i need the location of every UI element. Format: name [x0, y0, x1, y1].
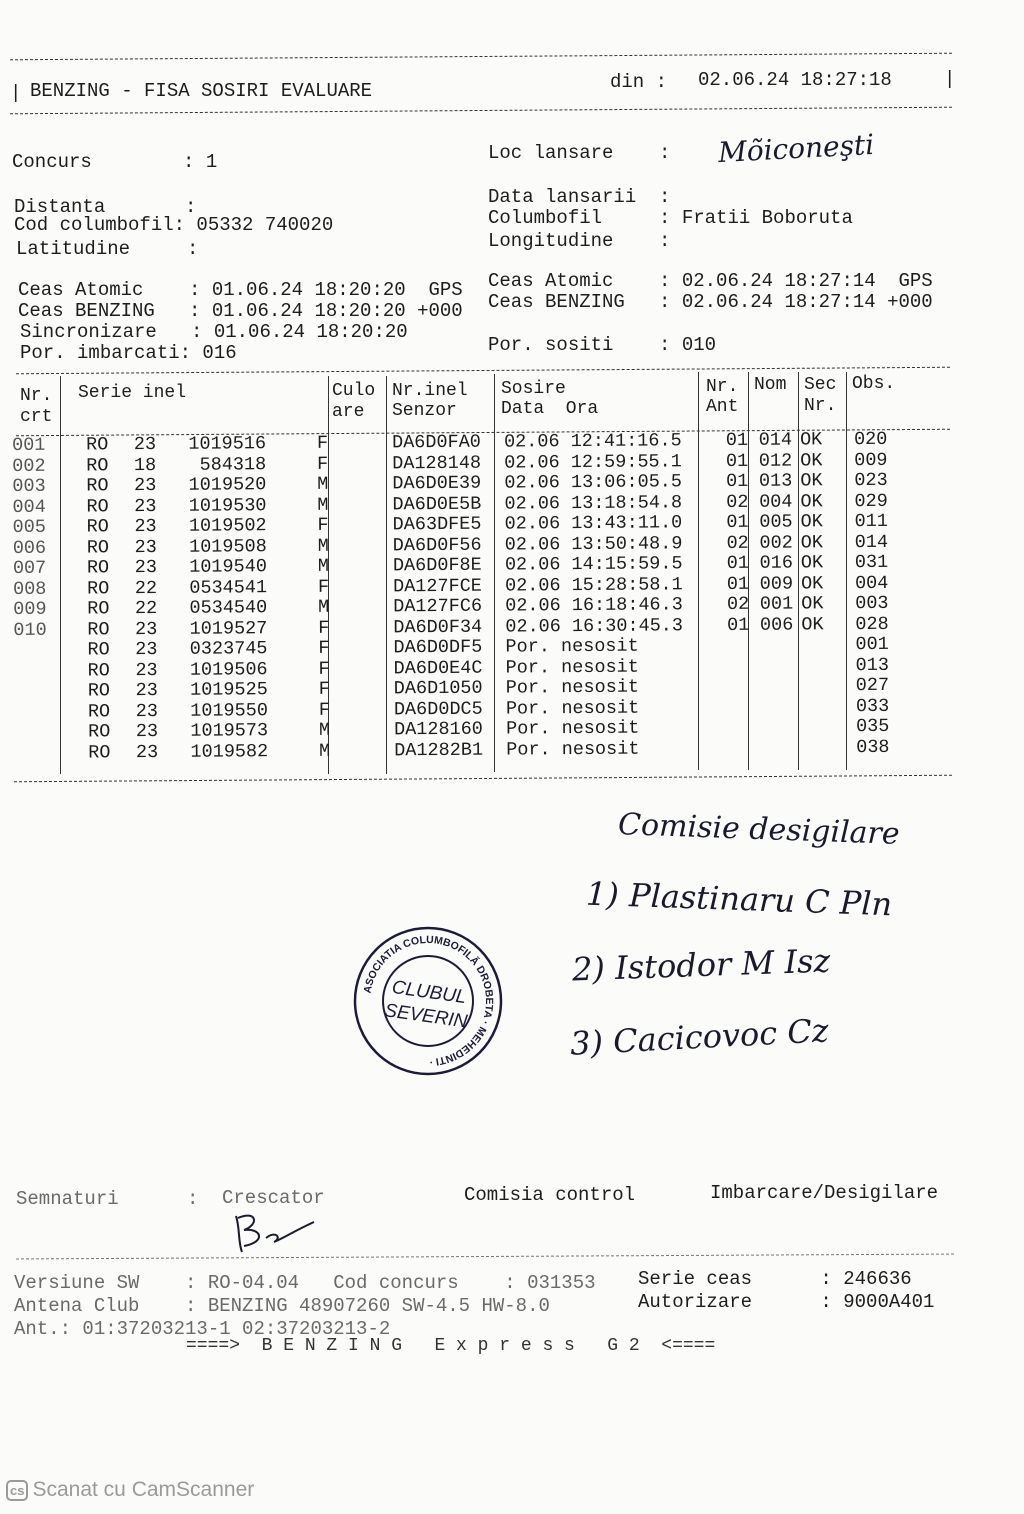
cell-nom [750, 738, 794, 759]
footer-express: ====> B E N Z I N G E x p r e s s G 2 <==== [186, 1336, 716, 1356]
cell-year: 23 [135, 720, 159, 743]
cell-sensor: DA1282B1 [394, 739, 484, 761]
cell-ring: 0534541 [189, 576, 268, 599]
cell-nr: 001 [11, 434, 46, 456]
cell-year: 23 [134, 474, 157, 497]
cell-obs: 029 [854, 490, 888, 512]
cell-ring: 1019550 [190, 699, 268, 722]
cell-obs: 031 [854, 551, 889, 574]
cell-sensor: DA6D0F8E [392, 554, 482, 577]
crescator-signature [226, 1208, 326, 1258]
cell-sec [794, 738, 848, 759]
cell-sec: OK [799, 429, 823, 451]
cell-nr [14, 682, 66, 703]
cell-ring: 1019530 [188, 494, 267, 517]
commission-member-2: 2) Istodor M Isz [571, 941, 831, 989]
header-top-rule [10, 53, 952, 61]
cell-sex: M [318, 719, 331, 741]
cell-nr: 004 [12, 496, 46, 518]
cell-ring: 1019502 [188, 515, 267, 537]
cell-ant [708, 697, 750, 718]
cell-sec: OK [801, 593, 824, 615]
cell-sensor: DA6D1050 [393, 677, 483, 700]
cell-sex: F [318, 637, 330, 659]
cell-nom: 004 [759, 491, 793, 513]
cell-country: RO [87, 598, 110, 620]
cell-ant [707, 636, 749, 657]
cell-ant: 01 [725, 450, 749, 472]
cell-year: 23 [135, 741, 159, 763]
cell-ant: 01 [726, 470, 749, 493]
table-bottom-rule [14, 775, 952, 783]
cell-sec: OK [800, 531, 824, 553]
cell-arrival: 02.06 12:59:55.1 [504, 450, 682, 474]
cell-color [328, 433, 380, 454]
cell-sensor: DA6D0FA0 [391, 431, 481, 454]
distanta-field: Distanta : [14, 196, 197, 218]
cell-ant: 01 [725, 429, 749, 452]
cell-year: 23 [135, 700, 158, 722]
th-nr-ant-1: Nr. [706, 377, 739, 397]
cell-ring: 1019508 [188, 535, 267, 558]
cell-color [329, 536, 381, 557]
cell-arrival: 02.06 14:15:59.5 [504, 553, 683, 576]
cell-ant: 02 [726, 532, 749, 554]
cell-obs: 028 [855, 613, 889, 635]
cell-ring: 1019516 [188, 433, 267, 455]
cell-color [328, 495, 380, 516]
th-sosire-2: Data Ora [501, 399, 599, 419]
cell-year: 23 [135, 679, 158, 702]
cell-obs: 035 [855, 715, 890, 738]
loc-lansare-handwritten: Mõiconeşti [717, 127, 875, 170]
cell-sec [794, 697, 848, 718]
cell-obs: 001 [855, 633, 889, 656]
cell-year: 23 [134, 536, 157, 558]
cell-color [330, 679, 382, 700]
footer-ant: Ant.: 01:37203213-1 02:37203213-2 [14, 1318, 391, 1340]
cell-color [329, 556, 381, 577]
cell-color [329, 597, 381, 618]
cell-nom: 002 [759, 532, 793, 554]
cell-sec [793, 635, 847, 656]
cell-country: RO [87, 680, 111, 702]
stamp-line-2: SEVERIN [383, 1000, 469, 1033]
cell-color [330, 700, 382, 721]
th-sosire-1: Sosire [501, 379, 566, 399]
th-nr-crt-1: Nr. [20, 386, 53, 406]
cell-arrival: 02.06 13:18:54.8 [504, 491, 683, 515]
cell-sec: OK [800, 490, 823, 512]
header-bottom-rule [10, 107, 952, 115]
cell-country: RO [87, 721, 111, 743]
cell-year: 23 [133, 433, 157, 456]
cell-sec: OK [800, 449, 823, 471]
cell-color [329, 577, 381, 598]
cell-sensor: DA6D0F34 [393, 616, 483, 638]
cell-arrival: 02.06 16:18:46.3 [505, 594, 683, 617]
cell-nr [14, 661, 66, 682]
cell-sex: F [316, 432, 329, 454]
signature-crescator-label: Crescator [222, 1187, 325, 1209]
cell-ring: 1019527 [189, 617, 268, 640]
cell-ring: 1019573 [190, 720, 269, 742]
cell-ring: 1019582 [190, 740, 269, 763]
cell-ant [708, 677, 750, 698]
cell-nr: 005 [12, 516, 47, 538]
th-sec-1: Sec [804, 375, 837, 395]
camscanner-text: Scanat cu CamScanner [32, 1478, 255, 1501]
cell-sensor: DA6D0E4C [393, 657, 483, 679]
cell-year: 23 [135, 638, 158, 661]
cell-sex: F [318, 617, 330, 639]
cell-country: RO [86, 577, 110, 599]
cell-country: RO [86, 454, 109, 476]
cell-nom: 006 [759, 614, 794, 636]
cell-country: RO [86, 475, 109, 497]
cell-ant [708, 656, 750, 677]
footer-antena: Antena Club : BENZING 48907260 SW-4.5 HW-8.0 [14, 1295, 550, 1317]
footer-autorizare: Autorizare : 9000A401 [638, 1291, 935, 1313]
cell-sex: F [317, 514, 329, 536]
cell-country: RO [86, 557, 110, 579]
loc-lansare-field: Loc lansare : [488, 142, 671, 164]
cell-sex: F [318, 678, 330, 700]
cell-nr: 008 [12, 578, 47, 600]
cell-year: 22 [134, 577, 158, 599]
cell-ant: 02 [726, 491, 749, 513]
cell-ring: 1019520 [188, 474, 267, 496]
camscanner-logo-icon: cs [6, 1480, 28, 1501]
cell-obs: 038 [856, 736, 890, 758]
cell-arrival: 02.06 15:28:58.1 [504, 573, 683, 597]
cell-sec [794, 676, 848, 697]
cell-year: 23 [135, 618, 158, 640]
footer-serie-ceas: Serie ceas : 246636 [638, 1268, 912, 1290]
th-nom: Nom [754, 375, 787, 395]
commission-member-1: 1) Plastinaru C Pln [585, 874, 893, 924]
stamp-line-1: CLUBUL [390, 976, 468, 1009]
cell-obs: 033 [855, 695, 890, 717]
cell-nr: 003 [12, 475, 46, 497]
cell-obs: 004 [854, 572, 889, 594]
cell-nr: 009 [13, 598, 47, 620]
footer-rule [16, 1254, 954, 1260]
signature-imbarcare-label: Imbarcare/Desigilare [710, 1182, 939, 1204]
cell-obs: 013 [855, 654, 890, 676]
ceas-atomic-end: Ceas Atomic : 02.06.24 18:27:14 GPS [488, 270, 933, 292]
cell-year: 22 [134, 597, 158, 620]
cell-nr: 007 [12, 557, 47, 579]
cell-nom: 016 [759, 552, 793, 574]
cell-nom: 001 [759, 593, 794, 615]
cell-year: 23 [134, 495, 157, 517]
th-nr-inel-1: Nr.inel [392, 381, 468, 401]
th-culoare-1: Culo [332, 381, 376, 401]
footer-versiune: Versiune SW : RO-04.04 Cod concurs : 031353 [14, 1272, 596, 1294]
commission-member-3: 3) Cacicovoc Cz [569, 1011, 830, 1063]
signatures-label: Semnaturi : [16, 1188, 199, 1210]
cell-country: RO [86, 495, 109, 517]
th-nr-ant-2: Ant [706, 397, 739, 417]
por-imbarcati-field: Por. imbarcati: 016 [20, 342, 237, 364]
cell-color [330, 659, 382, 680]
camscanner-watermark [6, 1478, 254, 1502]
cell-nom [750, 656, 794, 677]
cell-sex: M [319, 740, 331, 762]
cell-arrival: Por. nesosit [505, 717, 640, 740]
cell-sec: OK [801, 613, 824, 635]
cell-ring: 1019525 [189, 679, 268, 701]
cell-nr [14, 702, 66, 723]
club-stamp [352, 925, 504, 1077]
th-obs: Obs. [852, 374, 896, 394]
cell-obs: 011 [854, 510, 889, 533]
cell-country: RO [87, 618, 110, 640]
cell-sec [794, 717, 848, 738]
cell-ring: 0323745 [189, 638, 268, 660]
table-row [14, 737, 916, 764]
cell-arrival: 02.06 13:06:05.5 [504, 471, 683, 494]
ceas-benzing-end: Ceas BENZING : 02.06.24 18:27:14 +000 [488, 291, 933, 313]
cell-sensor: DA127FC6 [393, 595, 483, 618]
table-top-rule [16, 367, 950, 375]
cell-nr [14, 743, 66, 764]
arrivals-table [12, 430, 916, 764]
cell-sec: OK [800, 470, 823, 492]
th-nr-inel-2: Senzor [392, 401, 457, 421]
cell-year: 23 [135, 659, 158, 681]
cell-sex: M [318, 596, 330, 618]
por-sositi-field: Por. sositi : 010 [488, 334, 717, 356]
cell-sensor: DA6D0DC5 [393, 698, 483, 720]
columbofil-field: Columbofil : Fratii Boboruta [488, 207, 853, 229]
cell-obs: 003 [855, 592, 889, 615]
cell-color [329, 515, 381, 536]
cell-color [328, 454, 380, 475]
cell-ant [708, 738, 750, 759]
cell-ant [708, 718, 750, 739]
cell-color [330, 720, 382, 741]
th-nr-crt-2: crt [20, 407, 53, 427]
cell-sex: F [318, 699, 330, 721]
cell-nom: 005 [759, 511, 793, 533]
cell-nr: 002 [12, 455, 46, 477]
cell-country: RO [87, 639, 110, 661]
cell-color [329, 618, 381, 639]
cell-obs: 014 [854, 531, 889, 553]
cell-ring: 1019506 [189, 658, 268, 681]
cell-sensor: DA128148 [392, 452, 482, 474]
sincronizare-field: Sincronizare : 01.06.24 18:20:20 [20, 321, 408, 343]
cell-nom: 012 [758, 450, 793, 472]
cell-sex: F [318, 658, 330, 680]
cell-sex: M [317, 494, 329, 516]
cell-ring: 1019540 [189, 556, 267, 578]
data-lansarii-field: Data lansarii : [488, 186, 671, 208]
cell-arrival: Por. nesosit [506, 738, 640, 761]
cell-arrival: 02.06 16:30:45.3 [505, 614, 684, 638]
cell-nr [13, 641, 65, 662]
cell-nom: 014 [758, 429, 793, 451]
header-title: BENZING - FISA SOSIRI EVALUARE [30, 80, 373, 102]
cell-ant: 02 [726, 593, 750, 616]
cell-ant: 01 [726, 511, 749, 534]
cell-sex: F [317, 453, 329, 475]
cell-arrival: 02.06 12:41:16.5 [503, 430, 682, 453]
cell-sec [794, 656, 848, 677]
cell-sensor: DA6D0E5B [392, 493, 482, 515]
cell-year: 23 [134, 515, 157, 538]
th-culoare-2: are [332, 402, 365, 422]
cell-nom [750, 718, 794, 739]
latitudine-field: Latitudine : [16, 238, 199, 260]
cell-sensor: DA128160 [393, 718, 483, 741]
cell-sec: OK [800, 572, 824, 594]
cell-color [330, 741, 382, 762]
cell-nom [750, 677, 794, 698]
cell-year: 23 [134, 556, 157, 579]
cell-country: RO [88, 741, 111, 763]
cell-arrival: Por. nesosit [505, 635, 639, 658]
cell-nom: 013 [758, 470, 793, 492]
cod-columbofil-field: Cod columbofil: 05332 740020 [14, 214, 334, 236]
signature-comisia-label: Comisia control [464, 1184, 636, 1206]
cell-country: RO [86, 536, 110, 558]
cell-country: RO [85, 434, 109, 456]
cell-sex: M [317, 535, 329, 557]
cell-sensor: DA6D0DF5 [393, 636, 483, 659]
commission-title: Comisie desigilare [617, 807, 901, 852]
cell-ant: 01 [727, 614, 750, 636]
th-sec-2: Nr. [804, 396, 837, 416]
cell-obs: 020 [853, 428, 888, 451]
cell-sensor: DA127FCE [392, 575, 482, 597]
cell-country: RO [87, 700, 111, 722]
cell-ant: 01 [726, 552, 749, 575]
concurs-field: Concurs : 1 [12, 151, 218, 173]
cell-sensor: DA6D0F56 [392, 534, 482, 556]
cell-sex: M [317, 555, 329, 577]
longitudine-field: Longitudine : [488, 230, 671, 252]
header-date: 02.06.24 18:27:18 [698, 69, 892, 91]
cell-country: RO [87, 659, 110, 681]
cell-sec: OK [800, 511, 823, 533]
header-din-label: din : [610, 71, 668, 93]
cell-obs: 027 [855, 674, 890, 697]
cell-ring: 584318 [199, 453, 267, 476]
stamp-ring-text: ASOCIATIA COLUMBOFILĂ DROBETA · MEHEDINTI · [361, 933, 496, 1069]
cell-obs: 009 [854, 449, 888, 471]
cell-color [329, 638, 381, 659]
cell-nom [750, 697, 794, 718]
cell-arrival: 02.06 13:50:48.9 [504, 532, 683, 556]
cell-nom [749, 636, 793, 657]
ceas-benzing-start: Ceas BENZING : 01.06.24 18:20:20 +000 [18, 300, 463, 322]
cell-year: 18 [133, 454, 157, 476]
header-left-bar: | [10, 82, 22, 104]
cell-nr [14, 723, 66, 744]
cell-ring: 0534540 [189, 597, 268, 619]
cell-nr: 010 [13, 619, 47, 641]
cell-arrival: Por. nesosit [505, 676, 640, 699]
cell-obs: 023 [854, 469, 888, 492]
cell-sensor: DA63DFE5 [392, 513, 482, 536]
th-serie-inel: Serie inel [78, 383, 187, 403]
cell-ant: 01 [726, 573, 750, 595]
cell-sex: M [317, 473, 329, 495]
cell-sec: OK [800, 552, 824, 574]
cell-nom: 009 [759, 573, 794, 595]
cell-arrival: Por. nesosit [505, 656, 639, 679]
ceas-atomic-start: Ceas Atomic : 01.06.24 18:20:20 GPS [18, 279, 463, 301]
cell-arrival: 02.06 13:43:11.0 [504, 512, 683, 535]
cell-color [328, 474, 380, 495]
cell-sensor: DA6D0E39 [392, 472, 482, 495]
cell-sex: F [317, 576, 330, 598]
cell-arrival: Por. nesosit [505, 697, 640, 720]
header-right-bar: | [944, 68, 956, 90]
cell-nr: 006 [12, 537, 47, 559]
cell-country: RO [86, 516, 109, 538]
